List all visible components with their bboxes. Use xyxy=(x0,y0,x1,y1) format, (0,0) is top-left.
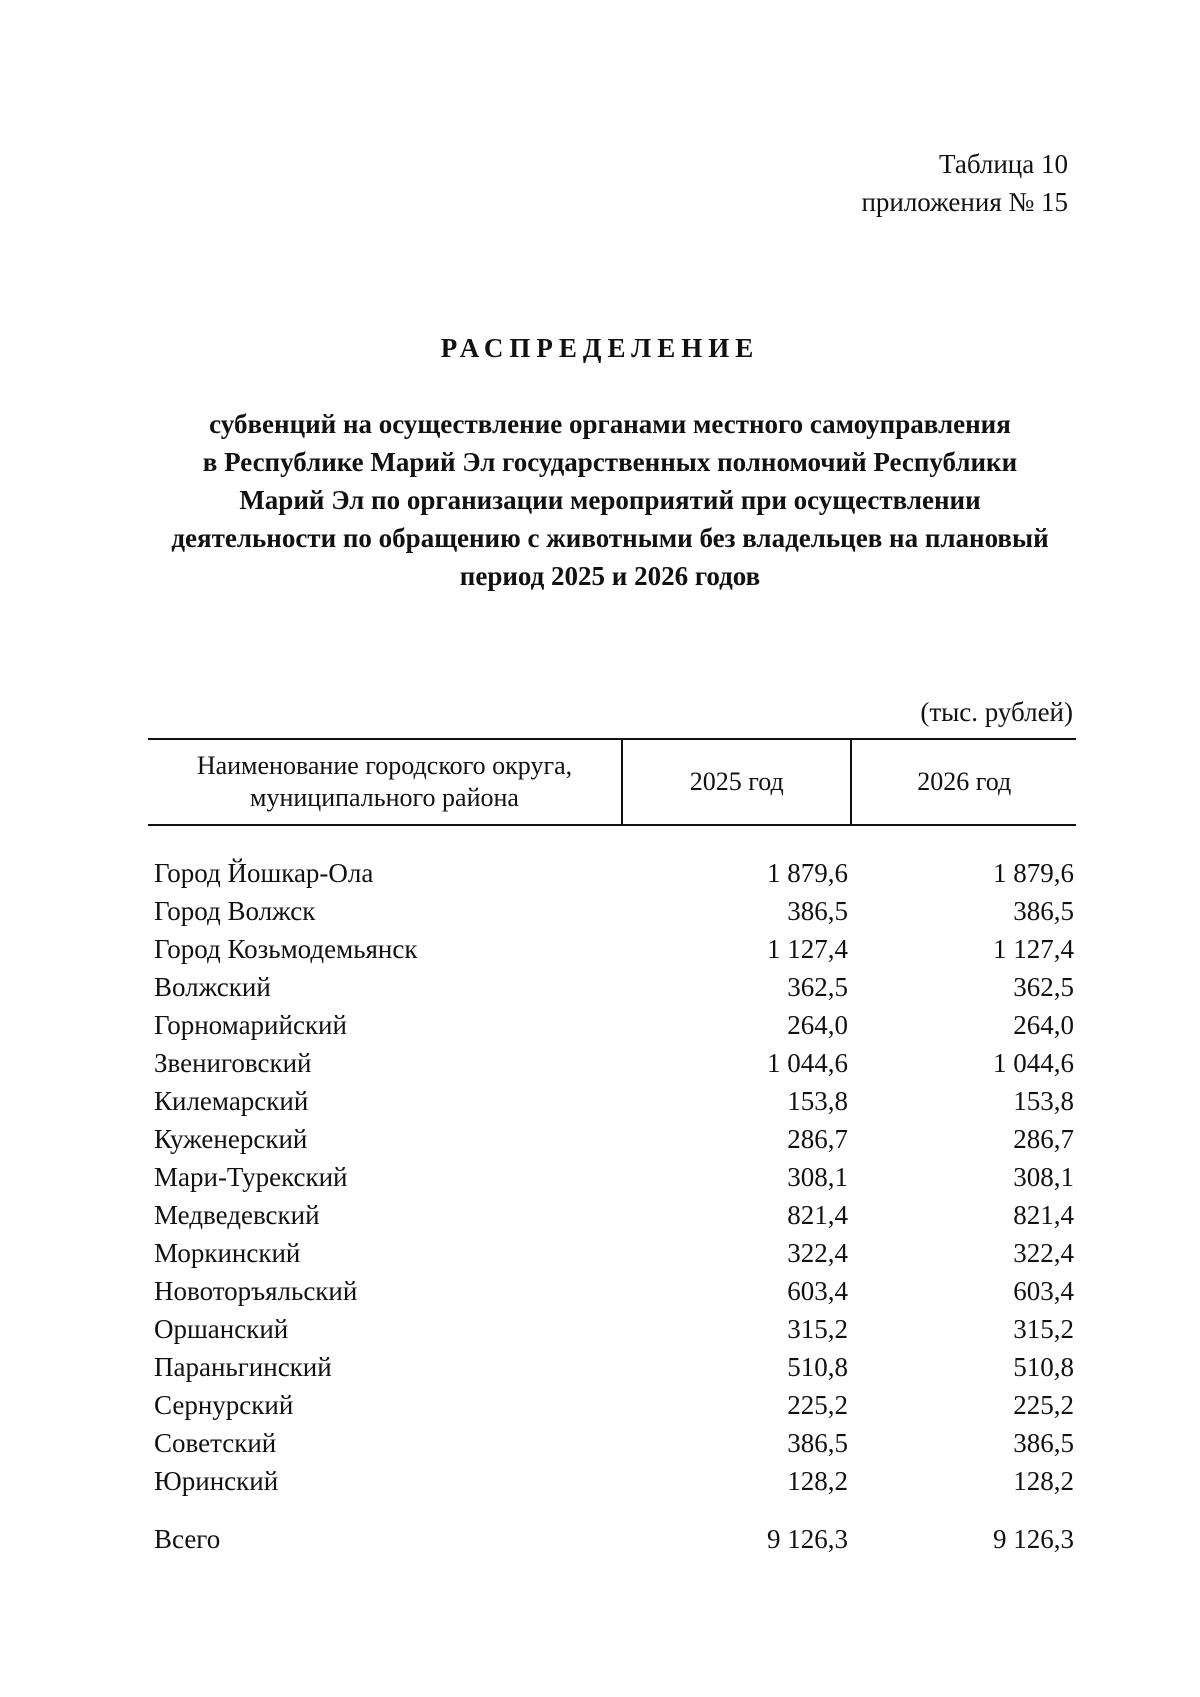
table-row xyxy=(148,854,1076,892)
table-row xyxy=(148,968,1076,1006)
row-value-2025: 362,5 xyxy=(787,971,848,1002)
row-value-2025: 128,2 xyxy=(787,1465,848,1496)
row-value-2026: 322,4 xyxy=(1013,1237,1074,1268)
row-name: Город Йошкар-Ола xyxy=(154,857,374,888)
row-value-2025: 322,4 xyxy=(787,1237,848,1268)
row-value-2026: 264,0 xyxy=(1013,1009,1074,1040)
row-value-2026: 225,2 xyxy=(1013,1389,1074,1420)
row-value-2026: 362,5 xyxy=(1013,971,1074,1002)
row-value-2025: 821,4 xyxy=(787,1199,848,1230)
row-name: Советский xyxy=(154,1427,277,1458)
subtitle-line: в Республике Марий Эл государственных полномочий Республики xyxy=(202,447,1018,477)
appendix-reference xyxy=(861,145,1068,221)
table-row xyxy=(148,892,1076,930)
header-name xyxy=(148,740,623,824)
document-subtitle xyxy=(140,405,1080,595)
row-value-2026: 510,8 xyxy=(1013,1351,1074,1382)
table-total-row xyxy=(148,1520,1076,1558)
document-title: РАСПРЕДЕЛЕНИЕ xyxy=(440,333,760,363)
table-row xyxy=(148,1044,1076,1082)
row-name: Волжский xyxy=(154,971,271,1002)
row-value-2026: 315,2 xyxy=(1013,1313,1074,1344)
row-name: Город Волжск xyxy=(154,895,316,926)
row-value-2026: 128,2 xyxy=(1013,1465,1074,1496)
row-name: Новоторъяльский xyxy=(154,1275,358,1306)
row-value-2025: 315,2 xyxy=(787,1313,848,1344)
table-body xyxy=(148,854,1076,1500)
header-name-line1: Наименование городского округа, xyxy=(196,751,573,780)
row-value-2026: 603,4 xyxy=(1013,1275,1074,1306)
row-value-2025: 386,5 xyxy=(787,895,848,926)
distribution-table xyxy=(148,738,1076,1558)
row-value-2026: 1 879,6 xyxy=(993,857,1074,888)
table-row xyxy=(148,1196,1076,1234)
row-value-2026: 1 127,4 xyxy=(993,933,1074,964)
table-row xyxy=(148,1234,1076,1272)
table-row xyxy=(148,1310,1076,1348)
table-row xyxy=(148,930,1076,968)
header-name-line2: муниципального района xyxy=(250,783,519,812)
table-row xyxy=(148,1158,1076,1196)
row-value-2025: 1 127,4 xyxy=(767,933,848,964)
row-value-2025: 1 044,6 xyxy=(767,1047,848,1078)
total-label: Всего xyxy=(154,1523,221,1554)
total-2025: 9 126,3 xyxy=(767,1523,848,1554)
row-value-2025: 153,8 xyxy=(787,1085,848,1116)
row-value-2025: 264,0 xyxy=(787,1009,848,1040)
row-value-2026: 386,5 xyxy=(1013,1427,1074,1458)
row-value-2025: 510,8 xyxy=(787,1351,848,1382)
row-value-2025: 308,1 xyxy=(787,1161,848,1192)
row-name: Моркинский xyxy=(154,1237,301,1268)
row-name: Сернурский xyxy=(154,1389,294,1420)
header-year-2025: 2025 год xyxy=(623,740,853,824)
table-row xyxy=(148,1006,1076,1044)
row-value-2026: 1 044,6 xyxy=(993,1047,1074,1078)
header-year-2026: 2026 год xyxy=(917,767,1012,796)
row-value-2026: 308,1 xyxy=(1013,1161,1074,1192)
row-value-2026: 821,4 xyxy=(1013,1199,1074,1230)
table-row xyxy=(148,1386,1076,1424)
subtitle-line: субвенций на осуществление органами местного самоуправления xyxy=(209,409,1011,439)
row-value-2025: 603,4 xyxy=(787,1275,848,1306)
row-name: Параньгинский xyxy=(154,1351,332,1382)
row-value-2026: 286,7 xyxy=(1013,1123,1074,1154)
row-value-2025: 1 879,6 xyxy=(767,857,848,888)
table-row xyxy=(148,1348,1076,1386)
row-value-2025: 225,2 xyxy=(787,1389,848,1420)
row-name: Мари-Турекский xyxy=(154,1161,348,1192)
row-value-2025: 286,7 xyxy=(787,1123,848,1154)
row-value-2025: 386,5 xyxy=(787,1427,848,1458)
table-header xyxy=(148,738,1076,826)
appendix-number: приложения № 15 xyxy=(861,187,1068,217)
table-row xyxy=(148,1272,1076,1310)
units-label: (тыс. рублей) xyxy=(920,697,1073,727)
row-name: Оршанский xyxy=(154,1313,289,1344)
row-value-2026: 386,5 xyxy=(1013,895,1074,926)
table-row xyxy=(148,1120,1076,1158)
row-name: Звениговский xyxy=(154,1047,312,1078)
subtitle-line: Марий Эл по организации мероприятий при осуществлении xyxy=(239,485,981,515)
table-row xyxy=(148,1082,1076,1120)
row-value-2026: 153,8 xyxy=(1013,1085,1074,1116)
row-name: Город Козьмодемьянск xyxy=(154,933,418,964)
subtitle-line: период 2025 и 2026 годов xyxy=(459,561,761,591)
row-name: Куженерский xyxy=(154,1123,308,1154)
table-number: Таблица 10 xyxy=(939,149,1068,179)
table-row xyxy=(148,1424,1076,1462)
row-name: Медведевский xyxy=(154,1199,320,1230)
row-name: Килемарский xyxy=(154,1085,309,1116)
subtitle-line: деятельности по обращению с животными без владельцев на плановый xyxy=(171,523,1049,553)
row-name: Горномарийский xyxy=(154,1009,347,1040)
row-name: Юринский xyxy=(154,1465,279,1496)
total-2026: 9 126,3 xyxy=(993,1523,1074,1554)
table-row xyxy=(148,1462,1076,1500)
